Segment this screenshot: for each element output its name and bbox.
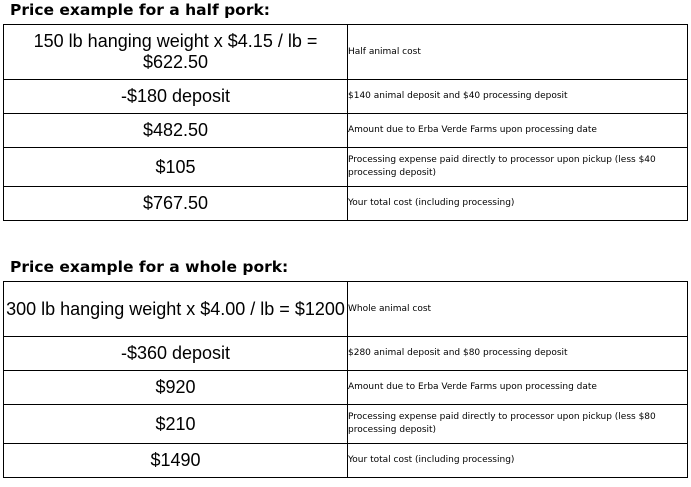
amount-cell: -$180 deposit	[4, 80, 348, 114]
half-pork-price-table	[3, 24, 688, 221]
description-cell: Your total cost (including processing)	[348, 187, 688, 221]
description-cell: Amount due to Erba Verde Farms upon processing date	[348, 371, 688, 405]
table-row	[4, 187, 688, 221]
table-row	[4, 444, 688, 478]
amount-cell: 300 lb hanging weight x $4.00 / lb = $1200	[4, 282, 348, 337]
table-row	[4, 282, 688, 337]
amount-cell: $767.50	[4, 187, 348, 221]
description-cell: $280 animal deposit and $80 processing deposit	[348, 337, 688, 371]
amount-cell: -$360 deposit	[4, 337, 348, 371]
table-row	[4, 25, 688, 80]
description-cell: Half animal cost	[348, 25, 688, 80]
table-row	[4, 148, 688, 187]
whole-pork-title: Price example for a whole pork:	[10, 258, 289, 276]
table-row	[4, 405, 688, 444]
table-row	[4, 371, 688, 405]
table-row	[4, 114, 688, 148]
amount-cell: $482.50	[4, 114, 348, 148]
table-row	[4, 80, 688, 114]
amount-cell: $210	[4, 405, 348, 444]
description-cell: Processing expense paid directly to processor upon pickup (less $80 processing deposit)	[348, 405, 688, 444]
half-pork-title: Price example for a half pork:	[10, 1, 270, 19]
description-cell: $140 animal deposit and $40 processing deposit	[348, 80, 688, 114]
amount-cell: $1490	[4, 444, 348, 478]
table-row	[4, 337, 688, 371]
amount-cell: $105	[4, 148, 348, 187]
description-cell: Amount due to Erba Verde Farms upon processing date	[348, 114, 688, 148]
description-cell: Whole animal cost	[348, 282, 688, 337]
description-cell: Your total cost (including processing)	[348, 444, 688, 478]
amount-cell: 150 lb hanging weight x $4.15 / lb = $622.50	[4, 25, 348, 80]
description-cell: Processing expense paid directly to processor upon pickup (less $40 processing deposit)	[348, 148, 688, 187]
whole-pork-price-table	[3, 281, 688, 478]
amount-cell: $920	[4, 371, 348, 405]
